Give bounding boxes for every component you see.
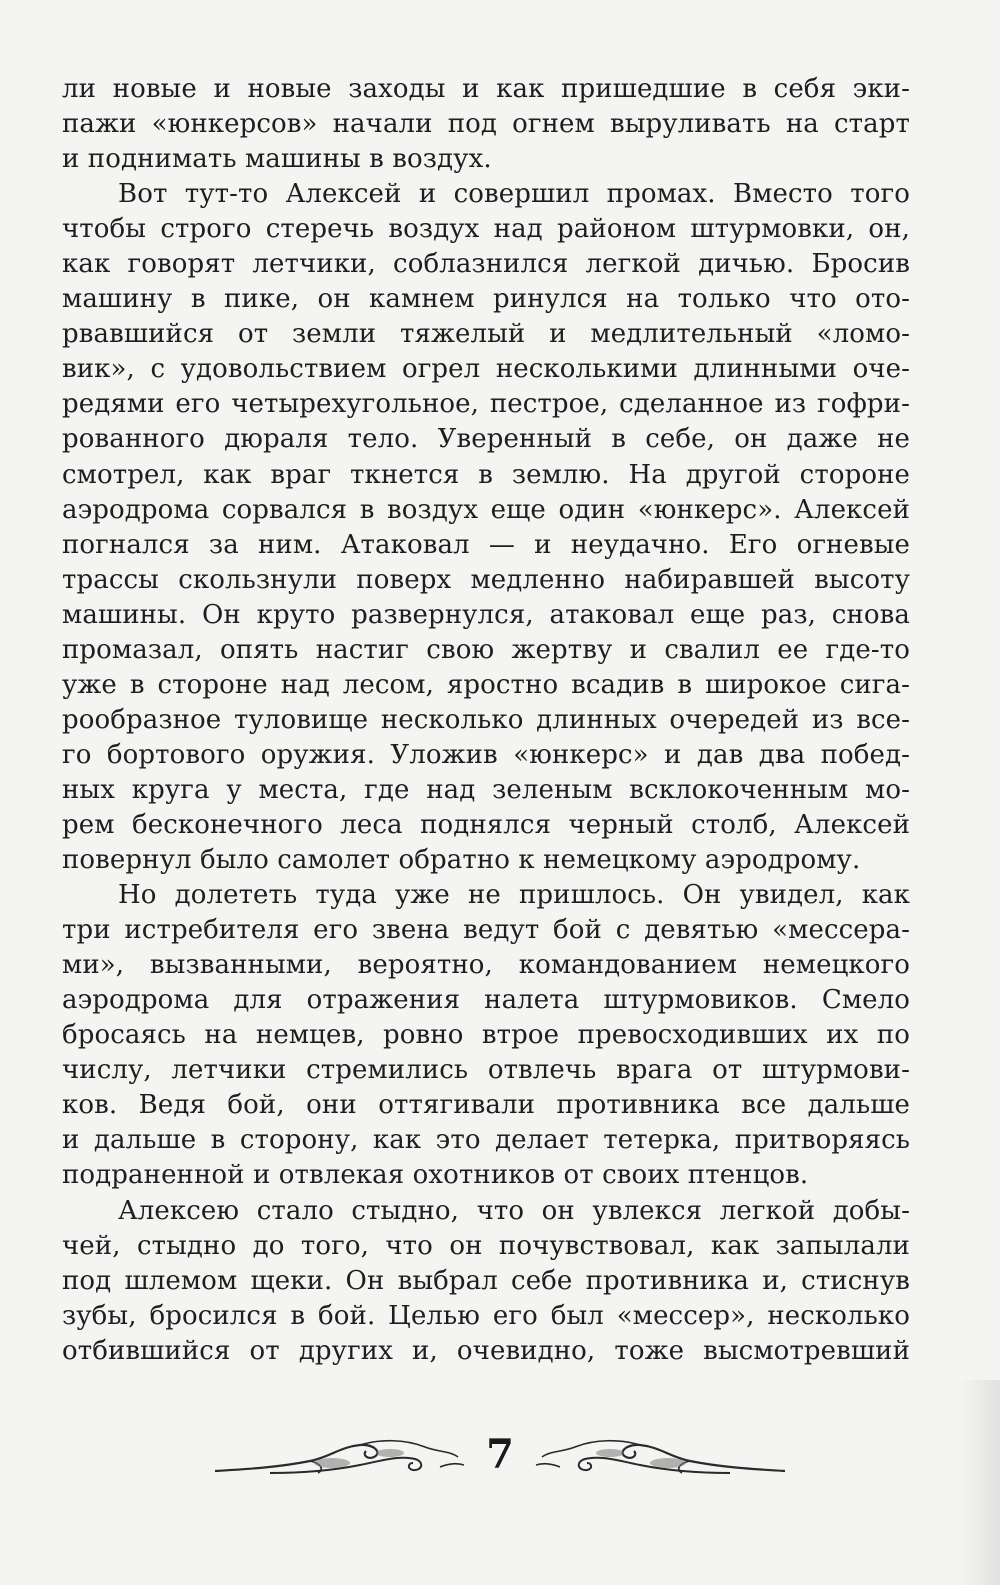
text-line: вик», с удовольствием огрел несколькими длинными оче- bbox=[62, 354, 910, 385]
page-footer bbox=[210, 1425, 790, 1495]
text-line: машины. Он круто развернулся, атаковал еще раз, снова bbox=[62, 599, 910, 630]
text-line: промазал, опять настиг свою жертву и свалил ее где-то bbox=[62, 634, 910, 665]
text-line: машину в пике, он камнем ринулся на только что ото- bbox=[62, 284, 910, 315]
text-line: аэродрома для отражения налета штурмовиков. Смело bbox=[62, 985, 910, 1016]
text-line: под шлемом щеки. Он выбрал себе противника и, стиснув bbox=[62, 1265, 910, 1296]
text-line: пажи «юнкерсов» начали под огнем выруливать на старт bbox=[62, 109, 910, 140]
text-line: и дальше в сторону, как это делает тетерка, притворяясь bbox=[62, 1125, 910, 1156]
text-line: зубы, бросился в бой. Целью его был «мессер», несколько bbox=[62, 1300, 910, 1331]
body-text bbox=[62, 72, 910, 1369]
text-line: чей, стыдно до того, что он почувствовал, как запылали bbox=[62, 1230, 910, 1261]
text-line: Алексею стало стыдно, что он увлекся легкой добы- bbox=[118, 1195, 910, 1226]
text-line: рем бесконечного леса поднялся черный столб, Алексей bbox=[62, 809, 910, 840]
text-line: ми», вызванными, вероятно, командованием немецкого bbox=[62, 950, 910, 981]
text-line: рообразное туловище несколько длинных очередей из все- bbox=[62, 704, 910, 735]
text-line: отбившийся от других и, очевидно, тоже высмотревший bbox=[62, 1335, 910, 1366]
text-line: Но долететь туда уже не пришлось. Он увидел, как bbox=[118, 880, 910, 911]
text-line: редями его четырехугольное, пестрое, сделанное из гофри- bbox=[62, 389, 910, 420]
text-line: погнался за ним. Атаковал — и неудачно. Его огневые bbox=[62, 529, 910, 560]
text-line: чтобы строго стеречь воздух над районом штурмовки, он, bbox=[62, 214, 910, 245]
text-line: рованного дюраля тело. Уверенный в себе, он даже не bbox=[62, 424, 910, 455]
text-line: трассы скользнули поверх медленно набиравшей высоту bbox=[62, 564, 910, 595]
text-line: подраненной и отвлекая охотников от своих птенцов. bbox=[62, 1160, 809, 1191]
text-line: смотрел, как враг ткнется в землю. На другой стороне bbox=[62, 459, 910, 490]
text-line: ных круга у места, где над зеленым всклокоченным мо- bbox=[62, 774, 910, 805]
page-edge-shadow bbox=[960, 1380, 1000, 1585]
text-line: Вот тут-то Алексей и совершил промах. Вместо того bbox=[118, 179, 910, 210]
page-number: 7 bbox=[486, 1431, 514, 1478]
text-line: ли новые и новые заходы и как пришедшие в себя эки- bbox=[62, 74, 910, 104]
text-line: рвавшийся от земли тяжелый и медлительный «ломо- bbox=[62, 319, 910, 350]
text-line: как говорят летчики, соблазнился легкой дичью. Бросив bbox=[62, 249, 910, 280]
text-line: го бортового оружия. Уложив «юнкерс» и дав два побед- bbox=[62, 739, 910, 770]
text-line: бросаясь на немцев, ровно втрое превосходивших их по bbox=[62, 1020, 910, 1051]
text-line: числу, летчики стремились отвлечь врага от штурмови- bbox=[62, 1055, 910, 1086]
flourish-ornament-right-icon bbox=[530, 1433, 790, 1483]
text-line: уже в стороне над лесом, яростно всадив в широкое сига- bbox=[62, 669, 910, 700]
text-line: ков. Ведя бой, они оттягивали противника все дальше bbox=[62, 1090, 910, 1121]
text-line: три истребителя его звена ведут бой с девятью «мессера- bbox=[62, 915, 910, 946]
text-line: повернул было самолет обратно к немецкому аэродрому. bbox=[62, 845, 861, 876]
text-line: аэродрома сорвался в воздух еще один «юнкерс». Алексей bbox=[62, 494, 910, 525]
text-line: и поднимать машины в воздух. bbox=[62, 144, 492, 175]
